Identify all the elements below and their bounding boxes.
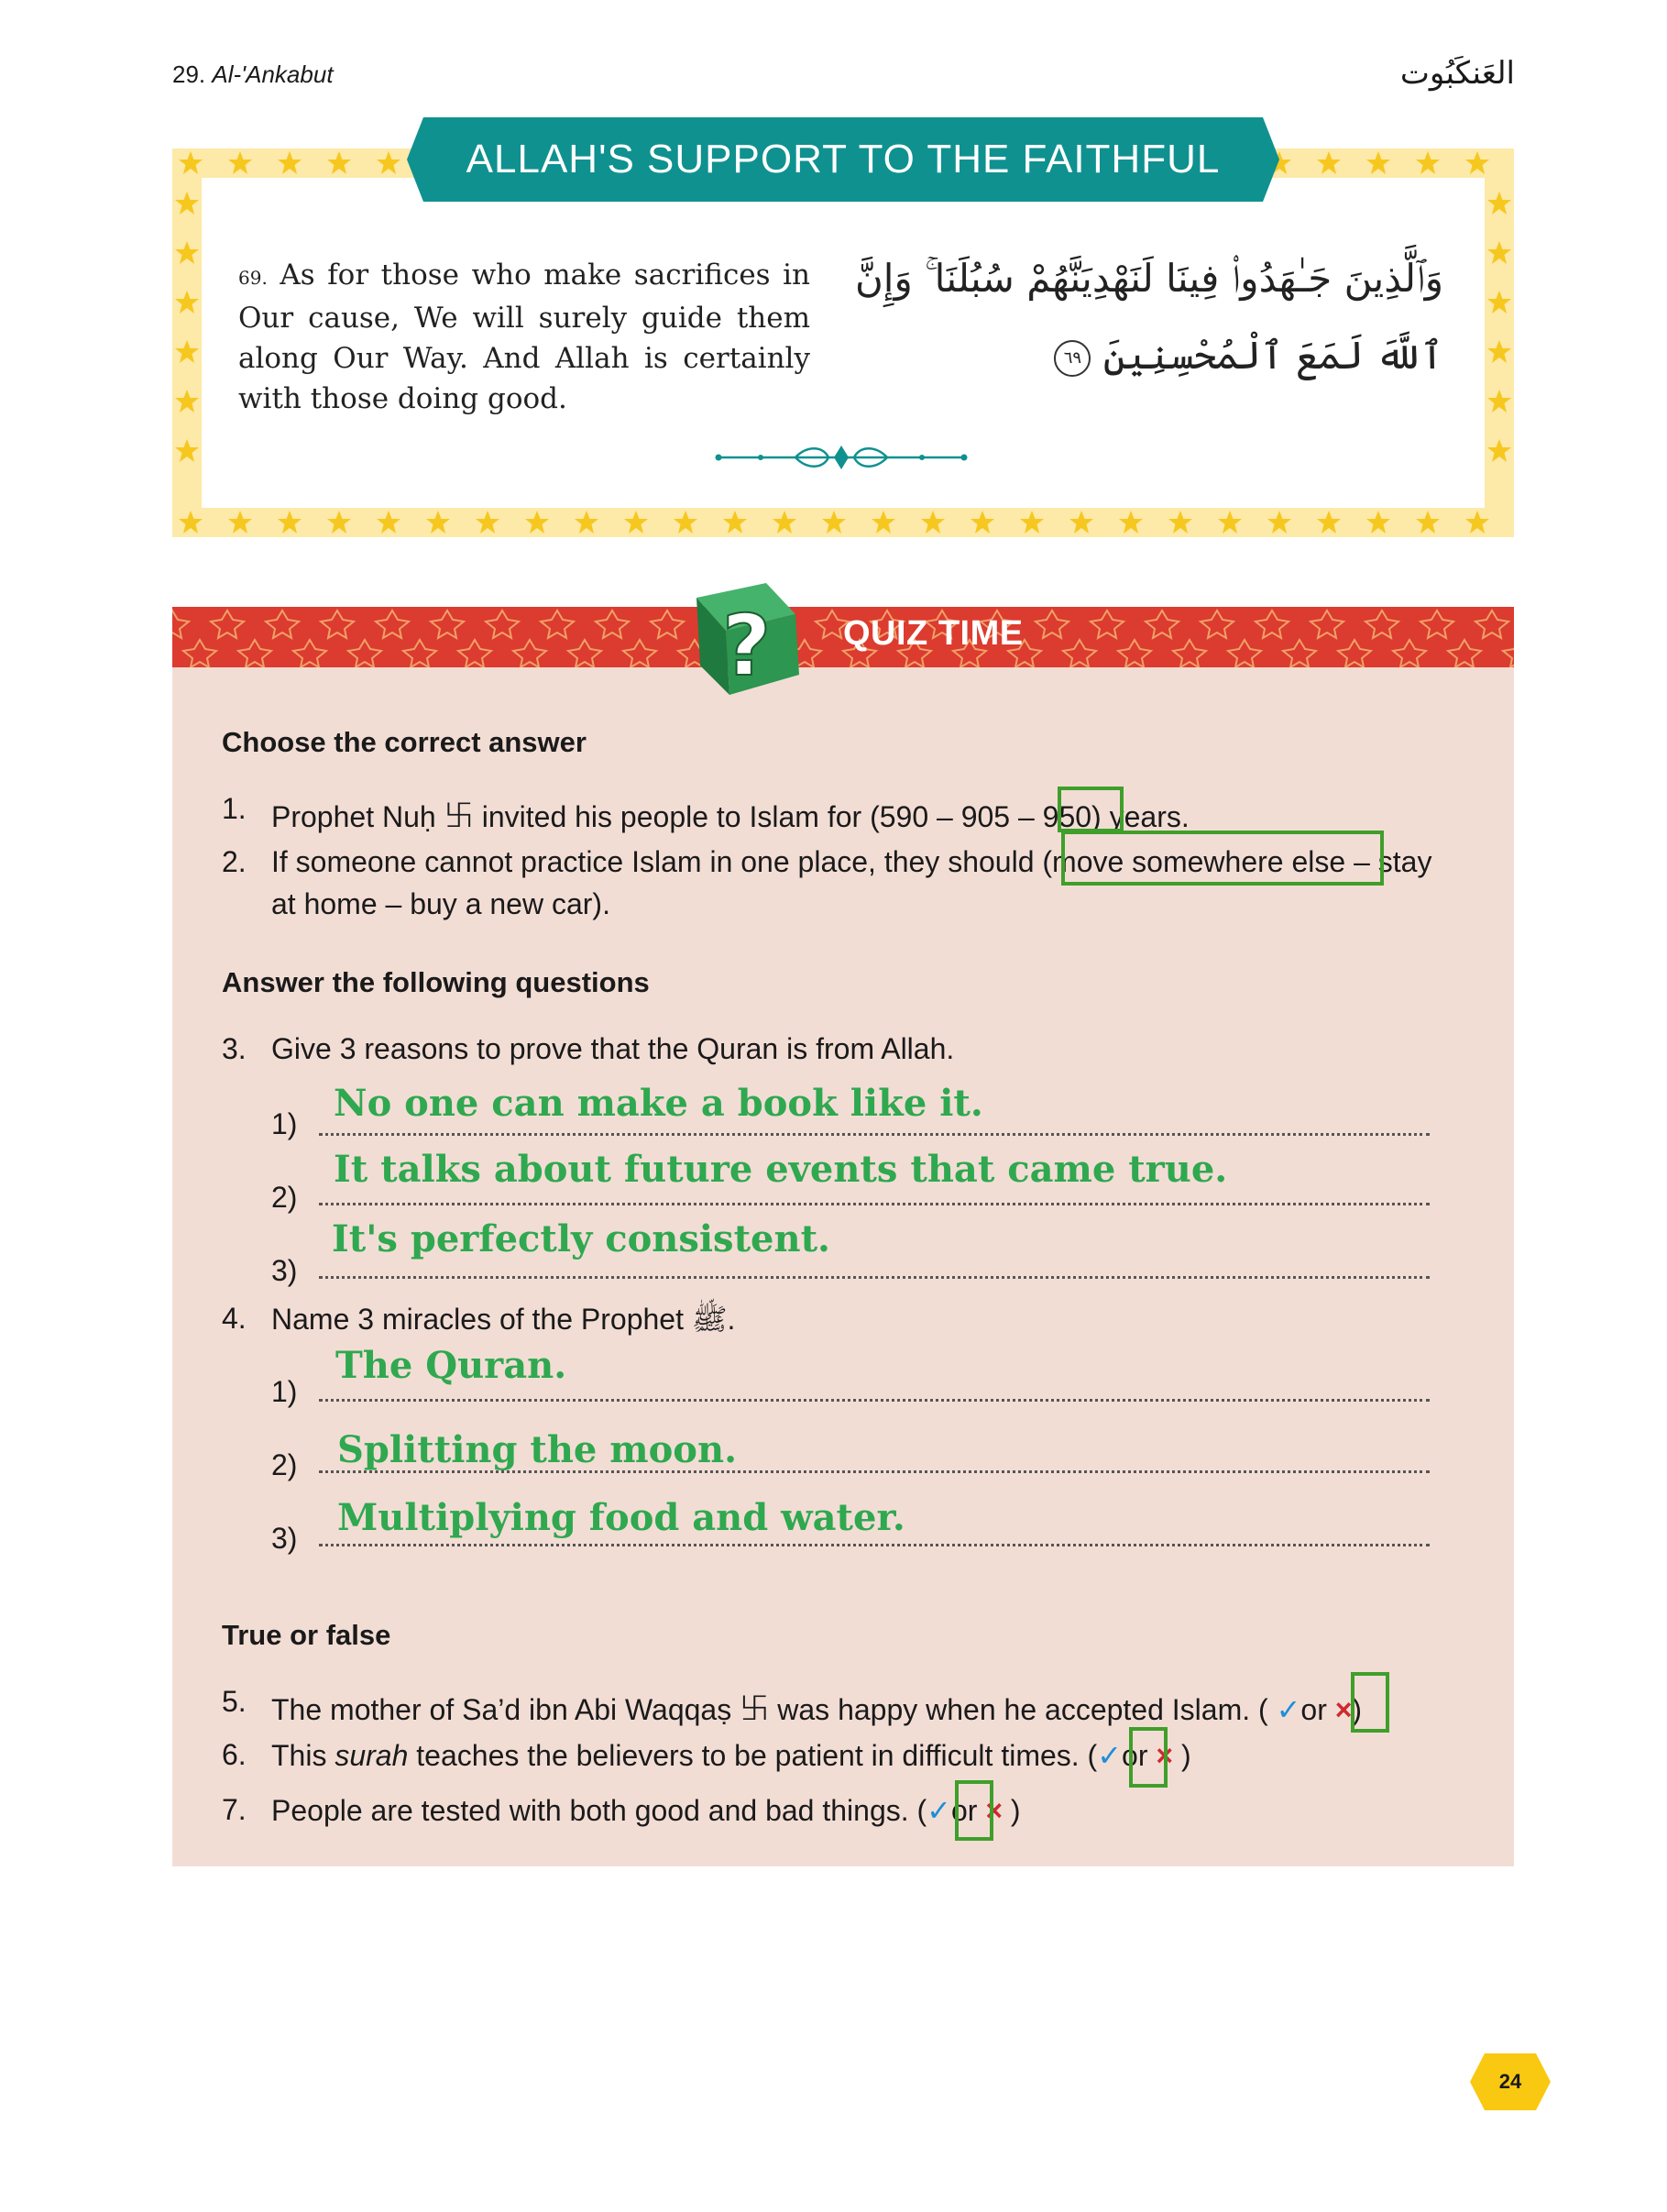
answer-label: 3) bbox=[271, 1254, 298, 1287]
header-pattern-flower bbox=[431, 611, 464, 638]
divider-ornament bbox=[715, 444, 968, 471]
tick-icon: ✓ bbox=[1276, 1693, 1301, 1726]
header-pattern-flower bbox=[1393, 640, 1426, 667]
header-pattern-flower bbox=[1283, 640, 1316, 667]
border-star bbox=[1465, 151, 1489, 174]
handwritten-answer: No one can make a book like it. bbox=[334, 1082, 983, 1125]
question-text: Give 3 reasons to prove that the Quran is from Allah. bbox=[271, 1032, 955, 1065]
verse-title: ALLAH'S SUPPORT TO THE FAITHFUL bbox=[466, 137, 1221, 182]
border-star bbox=[179, 511, 203, 534]
header-pattern-flower bbox=[623, 640, 656, 667]
header-pattern-flower bbox=[568, 640, 601, 667]
header-pattern-flower bbox=[1146, 611, 1179, 638]
border-star bbox=[1487, 390, 1511, 413]
chapter-number: 29. bbox=[172, 61, 206, 88]
page-number: 24 bbox=[1498, 2070, 1522, 2093]
answer-label: 1) bbox=[271, 1107, 298, 1140]
border-star bbox=[278, 151, 302, 174]
handwritten-answer: The Quran. bbox=[335, 1344, 567, 1387]
border-star bbox=[175, 291, 199, 314]
verse-english-text: As for those who make sacrifices in Our cause, We will surely guide them along Our Way. And Allah is certainly with those doing good. bbox=[238, 259, 811, 415]
border-star bbox=[1487, 340, 1511, 363]
quiz-title: QUIZ TIME bbox=[843, 614, 1024, 653]
border-star bbox=[228, 511, 252, 534]
question-6 bbox=[0, 1738, 1667, 1775]
answer-line bbox=[319, 1399, 1430, 1402]
header-pattern-flower bbox=[1118, 640, 1151, 667]
border-star bbox=[1487, 192, 1511, 215]
chapter-arabic-title: العَنكَبُوت bbox=[1399, 55, 1515, 92]
verse-number: 69. bbox=[238, 267, 268, 289]
header-pattern-flower bbox=[1256, 611, 1289, 638]
border-star bbox=[228, 151, 252, 174]
handwritten-answer: Splitting the moon. bbox=[337, 1428, 737, 1471]
answer-selection-box bbox=[1058, 787, 1124, 832]
header-pattern-flower bbox=[486, 611, 519, 638]
question-text-line-2: at home – buy a new car). bbox=[271, 887, 610, 920]
verse-translation bbox=[238, 255, 810, 419]
answer-line bbox=[319, 1203, 1430, 1205]
answer-line bbox=[319, 1276, 1430, 1279]
header-pattern-flower bbox=[1475, 611, 1508, 638]
cross-icon: × bbox=[1156, 1739, 1174, 1772]
header-pattern-flower bbox=[541, 611, 574, 638]
question-text-line-1: If someone cannot practice Islam in one place, they should (move somewhere else – stay bbox=[271, 845, 1432, 878]
arabic-line-1: وَٱلَّذِينَ جَـٰهَدُوا۟ فِينَا لَنَهْدِيَنَّهُمْ سُبُلَنَا ۚ وَإِنَّ bbox=[854, 256, 1443, 301]
header-pattern-flower bbox=[458, 640, 491, 667]
question-text bbox=[271, 1738, 1191, 1773]
or-label: or bbox=[1122, 1739, 1148, 1772]
question-text bbox=[271, 1793, 1021, 1828]
open-paren: ( bbox=[1087, 1739, 1098, 1772]
border-star bbox=[175, 192, 199, 215]
border-star bbox=[1168, 511, 1192, 534]
answer-selection-box bbox=[1061, 831, 1384, 886]
handwritten-answer: It talks about future events that came true. bbox=[334, 1148, 1228, 1191]
close-paren: ) bbox=[1010, 1794, 1021, 1827]
question-text: Prophet Nuḥ ࿕ invited his people to Islam for (590 – 905 – 950) years. bbox=[271, 800, 1190, 833]
header-pattern-flower bbox=[1201, 611, 1234, 638]
border-star bbox=[1267, 511, 1291, 534]
border-star bbox=[1020, 511, 1044, 534]
border-star bbox=[525, 511, 549, 534]
answer-label: 1) bbox=[271, 1375, 298, 1408]
border-star bbox=[624, 511, 648, 534]
answer-line bbox=[319, 1544, 1430, 1546]
border-star bbox=[327, 151, 351, 174]
question-3 bbox=[0, 1032, 1667, 1069]
or-label: or bbox=[950, 1794, 978, 1827]
border-star bbox=[278, 511, 302, 534]
answer-selection-box bbox=[955, 1780, 993, 1841]
question-4 bbox=[0, 1302, 1667, 1338]
header-pattern-flower bbox=[1503, 640, 1514, 667]
question-number: 4. bbox=[222, 1302, 247, 1335]
answer-selection-box bbox=[1351, 1672, 1389, 1733]
question-text-body: People are tested with both good and bad things. bbox=[271, 1794, 909, 1827]
header-pattern-flower bbox=[596, 611, 629, 638]
header-pattern-flower bbox=[1036, 611, 1069, 638]
border-star bbox=[175, 390, 199, 413]
border-star bbox=[921, 511, 945, 534]
question-1 bbox=[0, 792, 1667, 833]
header-pattern-flower bbox=[238, 640, 271, 667]
header-pattern-flower bbox=[1311, 611, 1343, 638]
header-pattern-flower bbox=[1365, 611, 1398, 638]
handwritten-answer: It's perfectly consistent. bbox=[332, 1217, 830, 1260]
border-star bbox=[377, 151, 400, 174]
header-pattern-flower bbox=[1091, 611, 1124, 638]
border-star bbox=[426, 511, 450, 534]
header-pattern-flower bbox=[211, 611, 244, 638]
section-heading-choose: Choose the correct answer bbox=[222, 726, 587, 758]
question-text-body: The mother of Sa’d ibn Abi Waqqaṣ ࿕ was happy when he accepted Islam. bbox=[271, 1693, 1251, 1726]
border-star bbox=[1487, 439, 1511, 462]
header-pattern-flower bbox=[1338, 640, 1371, 667]
question-text bbox=[271, 1685, 1362, 1731]
border-star bbox=[575, 511, 598, 534]
answer-label: 2) bbox=[271, 1181, 298, 1214]
border-star bbox=[1366, 511, 1390, 534]
header-pattern-flower bbox=[1448, 640, 1481, 667]
border-star bbox=[1069, 511, 1093, 534]
header-pattern-flower bbox=[348, 640, 381, 667]
border-star bbox=[1218, 511, 1242, 534]
header-pattern-flower bbox=[1063, 640, 1096, 667]
question-number: 7. bbox=[222, 1793, 247, 1826]
arabic-line-2 bbox=[825, 317, 1443, 394]
question-text: Name 3 miracles of the Prophet ﷺ. bbox=[271, 1303, 736, 1336]
close-paren: ) bbox=[1352, 1693, 1363, 1726]
question-number: 5. bbox=[222, 1685, 247, 1718]
cross-icon: × bbox=[1334, 1693, 1353, 1726]
or-label: or bbox=[1300, 1693, 1327, 1726]
border-star bbox=[872, 511, 895, 534]
header-pattern-flower bbox=[183, 640, 216, 667]
answer-label: 2) bbox=[271, 1448, 298, 1481]
open-paren: ( bbox=[1258, 1693, 1268, 1726]
question-text-post: teaches the believers to be patient in difficult times. bbox=[408, 1739, 1080, 1772]
tick-icon: ✓ bbox=[927, 1794, 951, 1827]
border-star bbox=[1317, 511, 1341, 534]
header-pattern-flower bbox=[1420, 611, 1453, 638]
border-star bbox=[175, 340, 199, 363]
open-paren: ( bbox=[916, 1794, 927, 1827]
answer-line bbox=[319, 1133, 1430, 1136]
header-pattern-flower bbox=[266, 611, 299, 638]
border-star bbox=[1416, 151, 1440, 174]
cross-icon: × bbox=[985, 1794, 1003, 1827]
border-star bbox=[674, 511, 697, 534]
question-number: 1. bbox=[222, 792, 247, 825]
question-number: 6. bbox=[222, 1738, 247, 1771]
border-star bbox=[1317, 151, 1341, 174]
answer-label: 3) bbox=[271, 1522, 298, 1555]
question-text-pre: This bbox=[271, 1739, 335, 1772]
question-5 bbox=[0, 1685, 1667, 1726]
close-paren: ) bbox=[1180, 1739, 1191, 1772]
verse-end-marker: ٦٩ bbox=[1054, 340, 1091, 377]
header-pattern-flower bbox=[513, 640, 546, 667]
header-pattern-flower bbox=[376, 611, 409, 638]
header-pattern-flower bbox=[293, 640, 326, 667]
border-star bbox=[1416, 511, 1440, 534]
border-star bbox=[723, 511, 747, 534]
handwritten-answer: Multiplying food and water. bbox=[337, 1496, 905, 1539]
chapter-label bbox=[172, 61, 334, 89]
border-star bbox=[971, 511, 994, 534]
chapter-name: Al-'Ankabut bbox=[212, 61, 334, 88]
header-pattern-flower bbox=[1173, 640, 1206, 667]
header-pattern-flower bbox=[403, 640, 436, 667]
question-number: 3. bbox=[222, 1032, 247, 1065]
arabic-line-2-text: ٱللَّهَ لَمَعَ ٱلْمُحْسِنِينَ bbox=[1102, 333, 1443, 378]
section-heading-true-false: True or false bbox=[222, 1619, 391, 1651]
svg-text:?: ? bbox=[722, 597, 772, 695]
border-star bbox=[1366, 151, 1390, 174]
border-star bbox=[476, 511, 499, 534]
question-2 bbox=[0, 845, 1667, 928]
verse-arabic bbox=[825, 240, 1443, 394]
header-pattern-flower bbox=[172, 611, 189, 638]
answer-selection-box bbox=[1129, 1727, 1168, 1788]
border-star bbox=[1119, 511, 1143, 534]
border-star bbox=[773, 511, 796, 534]
border-star bbox=[1487, 291, 1511, 314]
question-mark-cube-icon bbox=[678, 567, 816, 704]
border-star bbox=[1465, 511, 1489, 534]
question-7 bbox=[0, 1793, 1667, 1830]
question-text-emphasis: surah bbox=[334, 1739, 409, 1772]
border-star bbox=[327, 511, 351, 534]
header-pattern-flower bbox=[1228, 640, 1261, 667]
border-star bbox=[179, 151, 203, 174]
question-number: 2. bbox=[222, 845, 247, 878]
section-heading-answer: Answer the following questions bbox=[222, 966, 650, 998]
border-star bbox=[175, 241, 199, 264]
header-pattern-flower bbox=[321, 611, 354, 638]
border-star bbox=[377, 511, 400, 534]
border-star bbox=[822, 511, 846, 534]
border-star bbox=[175, 439, 199, 462]
tick-icon: ✓ bbox=[1097, 1739, 1123, 1772]
border-star bbox=[1487, 241, 1511, 264]
